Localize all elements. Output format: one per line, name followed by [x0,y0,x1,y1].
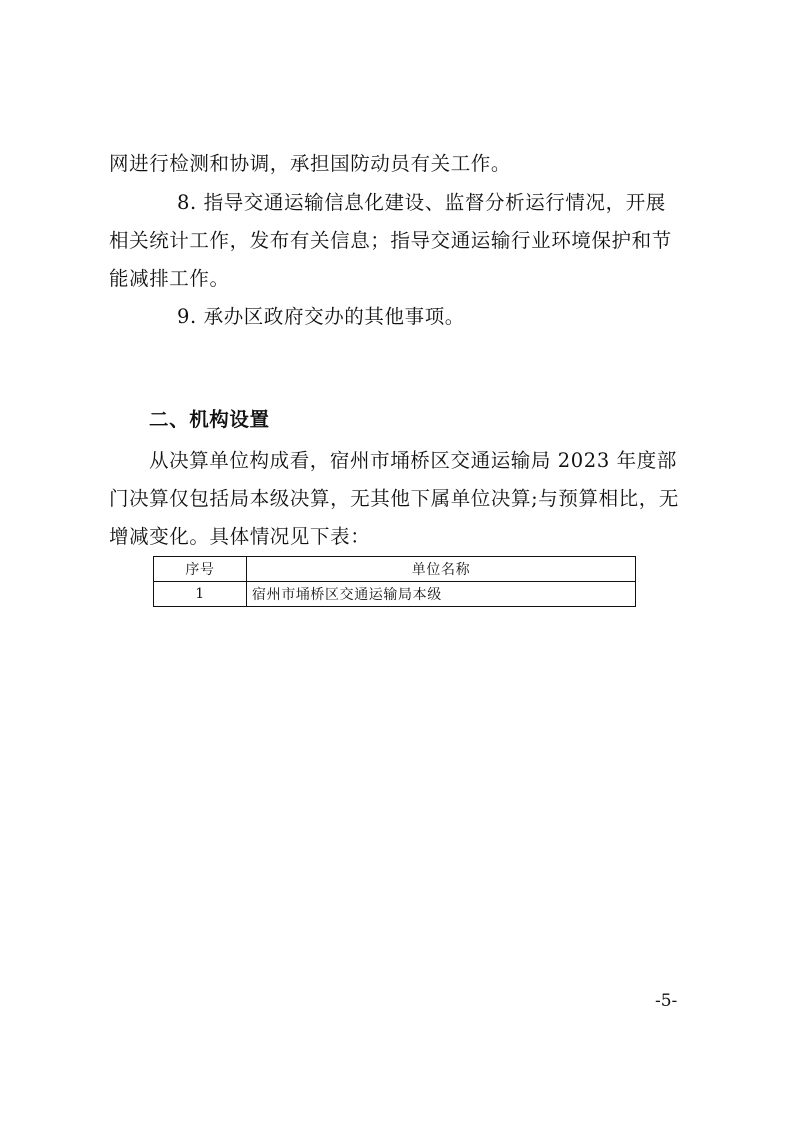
list-item-8: 8. 指导交通运输信息化建设、监督分析运行情况，开展 [177,191,666,214]
list-item-9: 9. 承办区政府交办的其他事项。 [177,305,465,328]
paragraph-line: 门决算仅包括局本级决算，无其他下属单位决算;与预算相比，无 [109,487,679,510]
table-header-row [154,557,636,582]
paragraph-line: 网进行检测和协调，承担国防动员有关工作。 [109,152,512,175]
column-header-unit-name: 单位名称 [247,557,636,582]
table-cell-index: 1 [154,582,247,607]
table-cell-unit-name: 宿州市埇桥区交通运输局本级 [247,582,636,607]
page-number: -5- [655,991,678,1011]
paragraph-line: 从决算单位构成看，宿州市埇桥区交通运输局 2023 年度部 [149,449,677,472]
unit-table [153,556,636,607]
column-header-index: 序号 [154,557,247,582]
paragraph-line: 相关统计工作，发布有关信息；指导交通运输行业环境保护和节 [109,229,672,252]
paragraph-line: 能减排工作。 [109,267,230,290]
paragraph-line: 增减变化。具体情况见下表： [109,525,371,548]
section-heading: 二、机构设置 [149,408,270,431]
table-row [154,582,636,607]
